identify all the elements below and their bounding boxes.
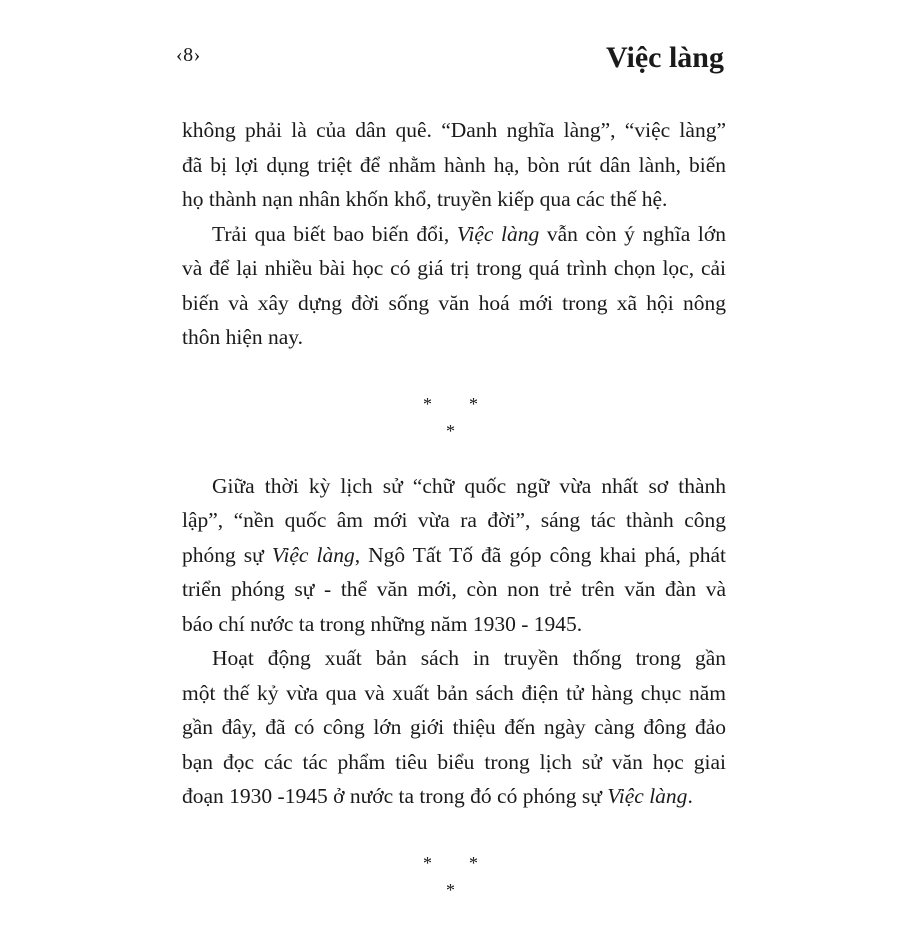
- paragraph-line: Hoạt động xuất bản sách in truyền thống trong gần: [212, 646, 726, 670]
- paragraph-line: đã bị lợi dụng triệt để nhằm hành hạ, bòn rút dân lành, biến: [182, 152, 726, 177]
- text-run: .: [687, 784, 693, 808]
- paragraph-line: [182, 217, 726, 252]
- paragraph-line: và để lại nhiều bài học có giá trị trong quá trình chọn lọc, cải: [182, 256, 726, 280]
- paragraph-line: bạn đọc các tác phẩm tiêu biểu trong lịch sử văn học giai: [182, 749, 726, 774]
- separator-star: *: [469, 852, 478, 873]
- paragraph-line: lập”, “nền quốc âm mới vừa ra đời”, sáng tác thành công: [182, 508, 726, 532]
- body-text: [182, 113, 726, 928]
- paragraph-line: [182, 538, 726, 573]
- running-title: Việc làng: [605, 41, 724, 74]
- paragraph-2: [182, 217, 726, 355]
- paragraph-line: thôn hiện nay.: [182, 325, 304, 349]
- book-title: Việc làng: [456, 221, 540, 246]
- book-title: Việc làng: [271, 542, 355, 567]
- separator-star: *: [469, 393, 478, 414]
- text-run: Trải qua biết bao biến đổi,: [212, 221, 457, 246]
- separator-star: *: [446, 420, 455, 441]
- paragraph-3: [182, 469, 726, 642]
- paragraph-line: biến và xây dựng đời sống văn hoá mới trong xã hội nông: [182, 290, 726, 315]
- separator-star: *: [423, 393, 432, 414]
- paragraph-line: triển phóng sự - thể văn mới, còn non trẻ trên văn đàn và: [182, 577, 726, 601]
- section-separator: [182, 814, 726, 928]
- paragraph-line: Giữa thời kỳ lịch sử “chữ quốc ngữ vừa nhất sơ thành: [212, 473, 726, 498]
- text-run: phóng sự: [182, 542, 272, 567]
- paragraph-1: [182, 113, 726, 217]
- paragraph-line: không phải là của dân quê. “Danh nghĩa làng”, “việc làng”: [182, 118, 726, 142]
- section-separator: [182, 355, 726, 469]
- paragraph-line: một thế kỷ vừa qua và xuất bản sách điện tử hàng chục năm: [182, 680, 726, 705]
- separator-star: *: [423, 852, 432, 873]
- text-run: , Ngô Tất Tố đã góp công khai phá, phát: [354, 542, 726, 567]
- paragraph-line: họ thành nạn nhân khốn khổ, truyền kiếp qua các thế hệ.: [182, 187, 668, 211]
- separator-star: *: [446, 879, 455, 900]
- paragraph-line: gần đây, đã có công lớn giới thiệu đến ngày càng đông đảo: [182, 715, 726, 739]
- book-title: Việc làng: [607, 784, 688, 808]
- paragraph-line: báo chí nước ta trong những năm 1930 - 1945.: [182, 611, 583, 636]
- page-number: ‹8›: [176, 44, 201, 66]
- text-run: vẫn còn ý nghĩa lớn: [539, 221, 726, 246]
- paragraph-4: [182, 641, 726, 814]
- paragraph-line: [182, 779, 726, 814]
- text-run: đoạn 1930 -1945 ở nước ta trong đó có phóng sự: [182, 784, 608, 808]
